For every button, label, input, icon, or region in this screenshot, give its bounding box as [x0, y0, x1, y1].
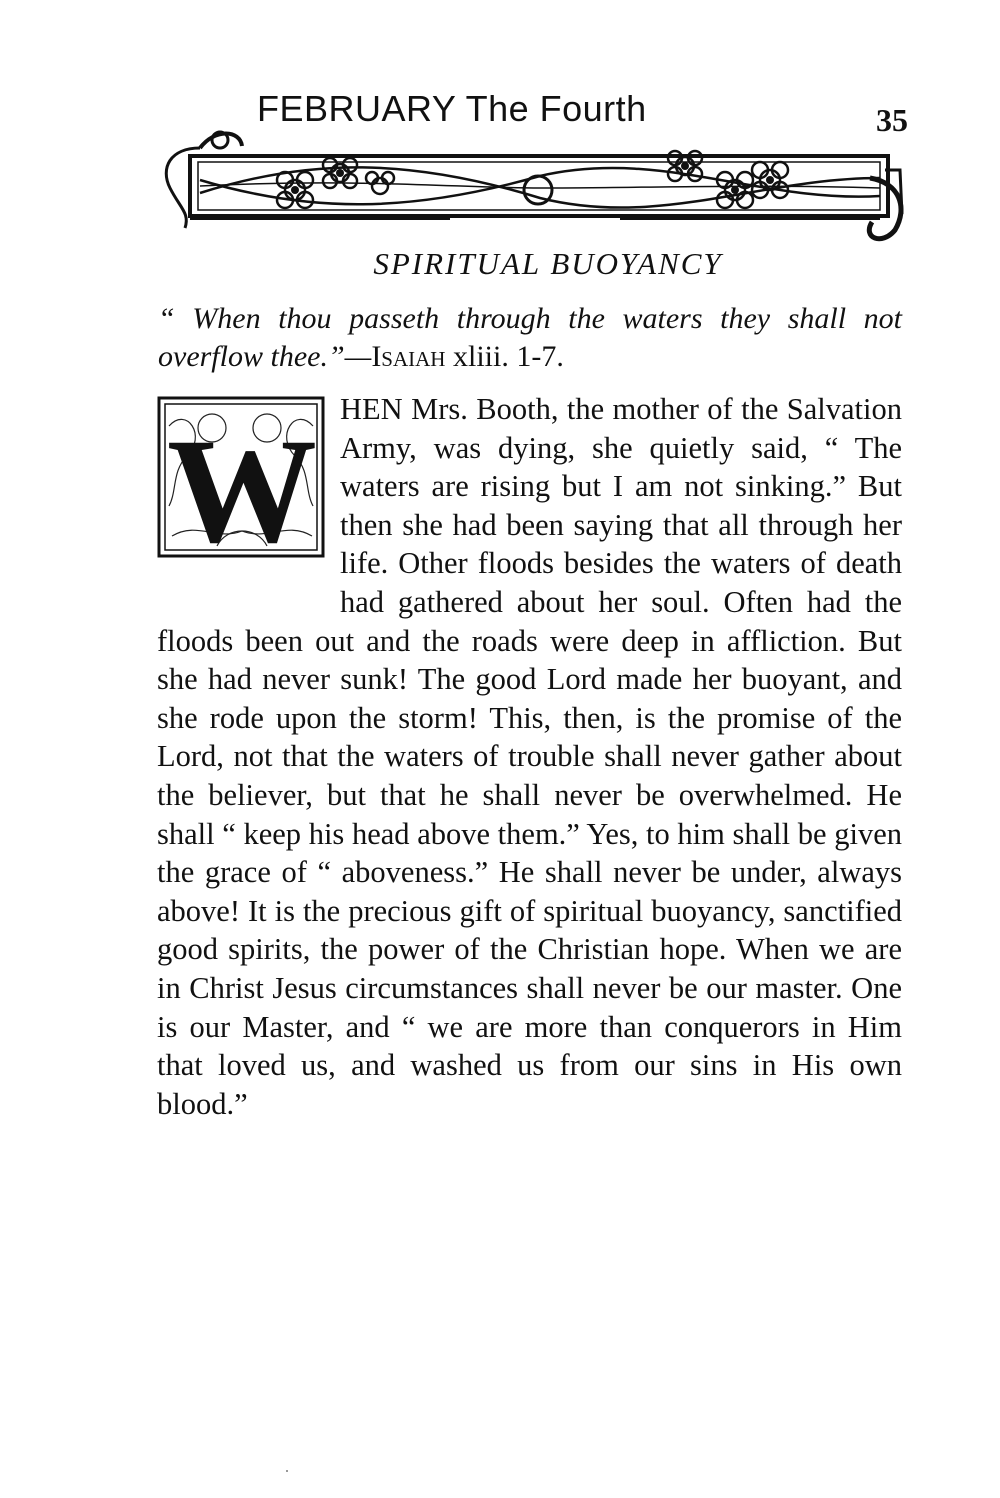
- epigraph-source: Isaiah: [371, 340, 446, 373]
- drop-cap-letter: W: [167, 408, 317, 561]
- body-text: [157, 390, 902, 1123]
- epigraph-quote: “ When thou passeth through the waters they shall not overflow thee.”—: [158, 302, 902, 373]
- running-head-title: FEBRUARY The Fourth: [257, 88, 647, 129]
- body-paragraph: HEN Mrs. Booth, the mother of the Salvation Army, was dying, she quietly said, “ The waters are rising but I am not sinking.” But then she had been saying that all through her life. Other floods besides the waters of death had gathered about her soul. Often had the floods been out and the roads were deep in affliction. But she had never sunk! The good Lord made her buoyant, and she rode upon the storm! This, then, is the promise of the Lord, not that the waters of trouble shall never gather about the believer, but that he shall never be overwhelmed. He shall “ keep his head above them.” Yes, to him shall be given the grace of “ aboveness.” He shall never be under, always above! It is the precious gift of spiritual buoyancy, sanctified good spirits, the power of the Christian hope. When we are in Christ Jesus circumstances shall never be our master. One is our Master, and “ we are more than conquerors in Him that loved us, and washed us from our sins in His own blood.”: [157, 392, 902, 1121]
- section-title: SPIRITUAL BUOYANCY: [373, 246, 723, 281]
- page-number: 35: [876, 102, 908, 138]
- drop-cap-space: [157, 390, 340, 584]
- epigraph: [158, 300, 902, 376]
- print-speck: [286, 1470, 288, 1472]
- floral-header-ornament: [160, 118, 910, 258]
- epigraph-reference: xliii. 1-7.: [445, 340, 564, 373]
